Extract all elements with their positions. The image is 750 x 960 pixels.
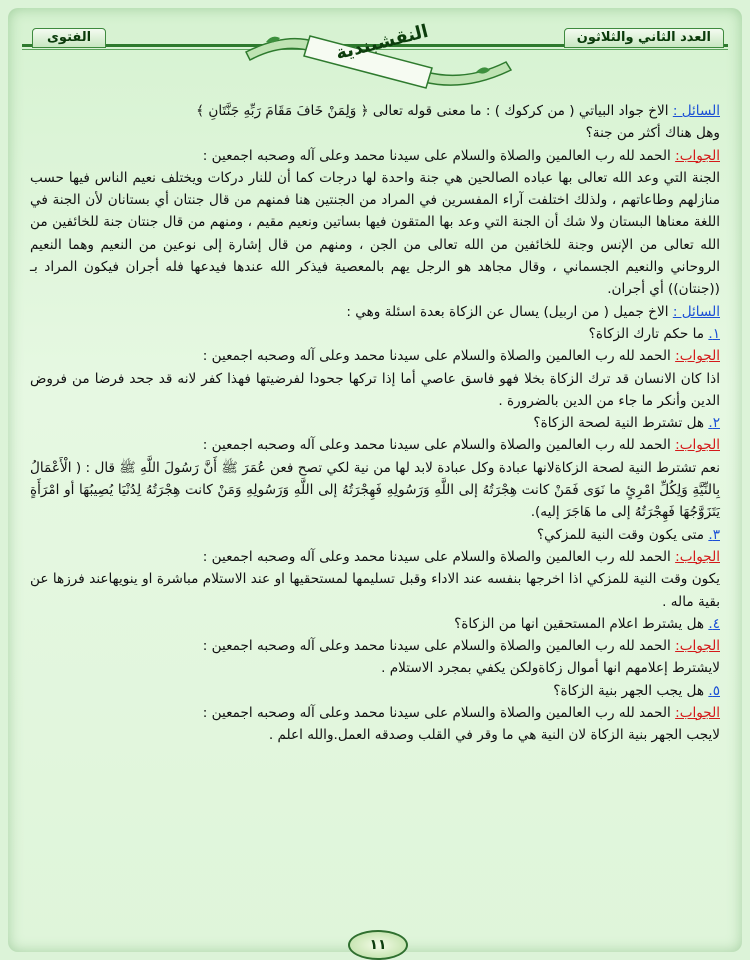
q2-asker-text: الاخ جميل ( من اربيل) يسال عن الزكاة بعدة اسئلة وهي :	[346, 303, 669, 320]
q1-asker-text: الاخ جواد البياتي ( من كركوك ) : ما معنى قوله تعالى ﴿ وَلِمَنْ خَافَ مَقَامَ رَبِّهِ جَنَّتَانِ ﴾	[196, 103, 669, 119]
sub-answer-open-2	[30, 434, 720, 456]
sub-answer-body-1: اذا كان الانسان قد ترك الزكاة بخلا فهو فاسق عاصي أما إذا تركها جحودا لفرضيتها فهذا كفر لانه قد جحد فرضا من فروض الدين وأنكر ما جاء من الدين بالضرورة .	[30, 370, 720, 409]
answer-label: الجواب:	[675, 638, 720, 655]
answer-label: الجواب:	[675, 147, 720, 164]
sub-answer-open-4	[30, 635, 720, 657]
answer-opening: الحمد لله رب العالمين والصلاة والسلام على سيدنا محمد وعلى آله وصحبه اجمعين :	[202, 437, 671, 454]
answer-label: الجواب:	[675, 348, 720, 365]
sub-question-3	[30, 524, 720, 546]
answer-opening: الحمد لله رب العالمين والصلاة والسلام على سيدنا محمد وعلى آله وصحبه اجمعين :	[202, 548, 671, 565]
banner-logo	[226, 12, 526, 92]
answer-label: الجواب:	[675, 437, 720, 454]
sub-question-1	[30, 323, 720, 345]
sub-answer-open-3	[30, 546, 720, 568]
sub-question-number: ٣.	[708, 526, 720, 543]
sub-answer-body-3: يكون وقت النية للمزكي اذا اخرجها بنفسه عند الاداء وقبل تسليمها لمستحقيها او عند الاستلام مباشرة او ينويهاعند فرزها عن بقية ماله .	[30, 571, 720, 610]
asker-label: السائل :	[672, 103, 720, 119]
q1-answer-body: الجنة التي وعد الله تعالى بها عباده الصالحين هي جنة واحدة لها درجات كما أن للنار دركات ويختلف نعيم الناس فيها حسب منازلهم وطاعاتهم ، ولذلك اختلفت آراء المفسرين في المراد من الجنتين هنا فمنهم من قال جنتان أي بستانان لأن الجنة في اللغة معناها البستان ولا شك أن الجنة التي وعد بها المتقون فيها بساتين ونعيم مقيم ، ومنهم من قال جنتان جنة للخائفين من الله تعالى من الإنس وجنة للخائفين من الله تعالى من الجن ، ومنهم من قال إشارة إلى نوعين من النعيم وهما النعيم الروحاني والنعيم الجسماني ، وقال مجاهد هو الرجل يهم بالمعصية فيذكر الله عندها فيدعها فله أجران فيكون المراد بـ ((جنتان)) أي أجران.	[30, 169, 720, 298]
logo-text: النقشبندية	[333, 20, 431, 65]
sub-question-5	[30, 680, 720, 702]
sub-question-text: هل يشترط اعلام المستحقين انها من الزكاة؟	[454, 615, 705, 632]
q1-question	[30, 100, 720, 122]
sub-question-text: متى يكون وقت النية للمزكي؟	[536, 526, 705, 543]
answer-opening: الحمد لله رب العالمين والصلاة والسلام على سيدنا محمد وعلى آله وصحبه اجمعين :	[202, 147, 671, 164]
issue-label: العدد الثاني والثلاثون	[564, 28, 724, 48]
sub-question-number: ٢.	[708, 415, 720, 432]
page-frame	[8, 8, 742, 952]
sub-question-4	[30, 613, 720, 635]
sub-question-number: ٤.	[708, 615, 720, 632]
answer-opening: الحمد لله رب العالمين والصلاة والسلام على سيدنا محمد وعلى آله وصحبه اجمعين :	[202, 705, 671, 722]
asker-label: السائل :	[672, 303, 720, 320]
sub-question-text: ما حكم تارك الزكاة؟	[588, 325, 705, 342]
answer-opening: الحمد لله رب العالمين والصلاة والسلام على سيدنا محمد وعلى آله وصحبه اجمعين :	[202, 638, 671, 655]
sub-question-text: هل تشترط النية لصحة الزكاة؟	[533, 415, 705, 432]
answer-opening: الحمد لله رب العالمين والصلاة والسلام على سيدنا محمد وعلى آله وصحبه اجمعين :	[202, 348, 671, 365]
sub-question-2	[30, 412, 720, 434]
sub-answer-body-4: لايشترط إعلامهم انها أموال زكاةولكن يكفي بمجرد الاستلام .	[381, 660, 720, 677]
q1-answer-open	[30, 145, 720, 167]
q1-question-line2: وهل هناك أكثر من جنة؟	[585, 125, 720, 142]
sub-question-text: هل يجب الجهر بنية الزكاة؟	[553, 682, 705, 699]
sub-question-number: ٥.	[708, 682, 720, 699]
q2-question	[30, 301, 720, 323]
answer-label: الجواب:	[675, 705, 720, 722]
sub-answer-open-1	[30, 345, 720, 367]
page-number: ١١	[348, 930, 408, 960]
answer-label: الجواب:	[675, 548, 720, 565]
fatwa-content	[30, 100, 720, 747]
sub-question-number: ١.	[708, 325, 720, 342]
sub-answer-body-5: لايجب الجهر بنية الزكاة لان النية هي ما وقر في القلب وصدقه العمل.والله اعلم .	[268, 727, 720, 744]
section-label: الفتوى	[32, 28, 106, 48]
sub-answer-open-5	[30, 702, 720, 724]
sub-answer-body-2: نعم تشترط النية لصحة الزكاةلانها عبادة وكل عبادة لابد لها من نية لكي تصح فعن عُمَرَ ﷺ أَنَّ رَسُولَ اللَّهِ ﷺ قال : ( الْأَعْمَالُ بِالنِّيَّةِ وَلِكُلِّ امْرِئٍ ما نَوَى فَمَنْ كانت هِجْرَتُهُ إلى اللَّهِ وَرَسُولِهِ فَهِجْرَتُهُ إلى اللَّهِ وَرَسُولِهِ وَمَنْ كانت هِجْرَتُهُ لِدُنْيَا يُصِيبُهَا أو امْرَأَةٍ يَتَزَوَّجُهَا فَهِجْرَتُهُ إلى ما هَاجَرَ إليه).	[30, 459, 720, 521]
